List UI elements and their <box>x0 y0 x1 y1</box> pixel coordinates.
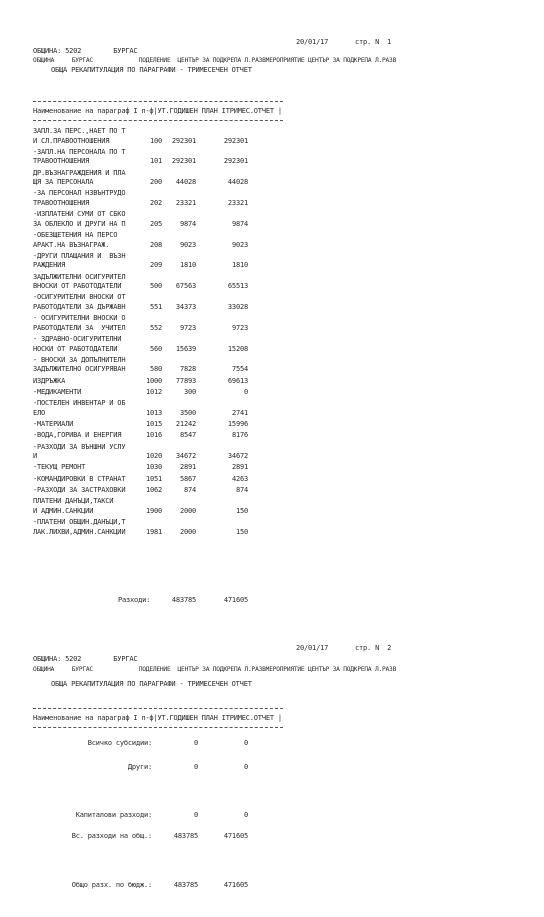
paragraph-report: 8176 <box>231 431 248 440</box>
paragraph-plan: 15639 <box>175 344 196 353</box>
paragraph-report: 15208 <box>227 344 248 353</box>
paragraph-name: ЗАПЛ.ЗА ПЕРС.,НАЕТ ПО Т <box>33 127 126 135</box>
paragraph-name: -ВОДА,ГОРИВА И ЕНЕРГИЯ <box>33 431 122 440</box>
paragraph-code: 1900 <box>145 506 162 515</box>
paragraph-report: 1810 <box>231 261 248 270</box>
paragraph-code: 205 <box>149 219 162 228</box>
paragraph-name: -МЕДИКАМЕНТИ <box>33 387 82 396</box>
paragraph-name: -ОСИГУРИТЕЛНИ ВНОСКИ ОТ <box>33 293 126 302</box>
paragraph-name: -ЗАПЛ.НА ПЕРСОНАЛА ПО Т <box>33 147 126 156</box>
paragraph-name: -ПЛАТЕНИ ОБЩИН.ДАНЪЦИ,Т <box>33 518 126 527</box>
paragraph-name: -КОМАНДИРОВКИ В СТРАНАТ <box>33 474 126 483</box>
paragraph-plan: 2000 <box>179 527 196 536</box>
paragraph-plan: 23321 <box>175 198 196 207</box>
paragraph-plan: 9874 <box>179 219 196 228</box>
paragraph-report: 150 <box>235 527 248 536</box>
paragraph-name: ЕЛО <box>33 408 46 417</box>
paragraph-code: 209 <box>149 261 162 270</box>
summary-report: 471605 <box>223 832 248 840</box>
paragraph-plan: 5867 <box>179 474 196 483</box>
paragraph-code: 560 <box>149 344 162 353</box>
total-label: Разходи: <box>118 596 151 604</box>
paragraph-name: -ДРУГИ ПЛАЩАНИЯ И ВЪЗН <box>33 251 126 260</box>
paragraph-plan: 34672 <box>175 452 196 461</box>
paragraph-report: 7554 <box>231 365 248 374</box>
separator <box>33 101 283 102</box>
paragraph-name: РАБОТОДАТЕЛИ ЗА ДЪРЖАВН <box>33 302 126 311</box>
paragraph-code: 101 <box>149 157 162 166</box>
paragraph-name: ТРАВООТНОШЕНИЯ <box>33 157 90 166</box>
paragraph-name: ЩЯ ЗА ПЕРСОНАЛА <box>33 178 94 187</box>
page-number: стр. N 1 <box>355 38 392 46</box>
summary-label: Вс. разходи на общ.: <box>71 832 152 840</box>
paragraph-code: 1013 <box>145 408 162 417</box>
paragraph-plan: 7828 <box>179 365 196 374</box>
paragraph-name: -ПОСТЕЛЕН ИНВЕНТАР И ОБ <box>33 399 126 408</box>
paragraph-name: АРАКТ.НА ВЪЗНАГРАЖ. <box>33 240 110 249</box>
paragraph-name: ЗА ОБЛЕКЛО И ДРУГИ НА П <box>33 219 126 228</box>
summary-plan: 483785 <box>173 881 198 889</box>
paragraph-name: -ЗА ПЕРСОНАЛ НЗВЪНТРУДО <box>33 189 126 198</box>
paragraph-name: РАБОТОДАТЕЛИ ЗА УЧИТЕЛ <box>33 323 126 332</box>
paragraph-name: -МАТЕРИАЛИ <box>33 420 74 428</box>
paragraph-code: 1015 <box>145 420 162 428</box>
header-municipality-line: ОБЩИНА: 5202 БУРГАС <box>33 47 138 55</box>
header-division-line: ОБЩИНА БУРГАС ПОДЕЛЕНИЕ ЦЕНТЪР ЗА ПОДКРЕПА Л.РАЗВМЕРОПРИЯТИЕ ЦЕНТЪР ЗА ПОДКРЕПА Л.РАЗВ <box>33 666 397 673</box>
paragraph-plan: 292301 <box>171 136 196 145</box>
paragraph-name: РАЖДЕНИЯ <box>33 261 66 270</box>
paragraph-plan: 9023 <box>179 240 196 249</box>
paragraph-report: 9723 <box>231 323 248 332</box>
report-title: ОБЩА РЕКАПИТУЛАЦИЯ ПО ПАРАГРАФИ - ТРИМЕСЕЧЕН ОТЧЕТ <box>51 66 252 74</box>
paragraph-report: 292301 <box>223 136 248 145</box>
paragraph-name: ПЛАТЕНИ ДАНЪЦИ,ТАКСИ <box>33 497 114 506</box>
paragraph-code: 1016 <box>145 431 162 440</box>
column-header: Наименование на параграф I п-ф|УТ.ГОДИШЕН ПЛАН IТРИМЕС.ОТЧЕТ | <box>33 714 282 722</box>
paragraph-report: 874 <box>235 486 248 494</box>
paragraph-report: 9874 <box>231 219 248 228</box>
paragraph-report: 292301 <box>223 157 248 166</box>
paragraph-name: -ТЕКУЩ РЕМОНТ <box>33 463 86 472</box>
report-date: 20/01/17 <box>296 644 329 652</box>
paragraph-name: НОСКИ ОТ РАБОТОДАТЕЛИ <box>33 344 118 353</box>
paragraph-code: 208 <box>149 240 162 249</box>
paragraph-report: 65513 <box>227 282 248 291</box>
summary-report: 471605 <box>223 881 248 889</box>
paragraph-report: 0 <box>243 387 248 396</box>
paragraph-name: ТРАВООТНОШЕНИЯ <box>33 198 90 207</box>
paragraph-name: -РАЗХОДИ ЗА ВЪНШНИ УСЛУ <box>33 442 126 451</box>
paragraph-name: ЗАДЪЛЖИТЕЛНО ОСИГУРЯВАН <box>33 365 126 374</box>
paragraph-report: 69613 <box>227 376 248 385</box>
paragraph-name: ЗАДЪЛЖИТЕЛНИ ОСИГУРИТЕЛ <box>33 272 126 281</box>
page-number: стр. N 2 <box>355 644 392 652</box>
paragraph-plan: 44028 <box>175 178 196 187</box>
paragraph-report: 4263 <box>231 474 248 483</box>
paragraph-plan: 292301 <box>171 157 196 166</box>
paragraph-plan: 34373 <box>175 302 196 311</box>
paragraph-name: ЛАК.ЛИХВИ,АДМИН.САНКЦИИ <box>33 527 126 536</box>
paragraph-name: ДР.ВЪЗНАГРАЖДЕНИЯ И ПЛА <box>33 168 126 177</box>
paragraph-plan: 21242 <box>175 420 196 428</box>
paragraph-plan: 8547 <box>179 431 196 440</box>
paragraph-name: ВНОСКИ ОТ РАБОТОДАТЕЛИ <box>33 282 122 291</box>
separator <box>33 708 283 709</box>
paragraph-code: 1051 <box>145 474 162 483</box>
paragraph-name: ИЗДРЪЖКА <box>33 376 66 385</box>
paragraph-plan: 2891 <box>179 463 196 472</box>
paragraph-report: 2741 <box>231 408 248 417</box>
paragraph-code: 552 <box>149 323 162 332</box>
paragraph-plan: 77893 <box>175 376 196 385</box>
summary-label: Общо разх. по бюдж.: <box>71 881 152 889</box>
paragraph-code: 551 <box>149 302 162 311</box>
paragraph-name: И <box>33 452 38 461</box>
report-date: 20/01/17 <box>296 38 329 46</box>
summary-label: Всичко субсидии: <box>87 739 152 747</box>
total-report: 471605 <box>223 596 248 604</box>
summary-report: 0 <box>243 763 248 771</box>
paragraph-plan: 300 <box>183 387 196 396</box>
column-header: Наименование на параграф I п-ф|УТ.ГОДИШЕН ПЛАН IТРИМЕС.ОТЧЕТ | <box>33 107 282 115</box>
separator <box>33 120 283 121</box>
summary-report: 0 <box>243 739 248 747</box>
separator <box>33 727 283 728</box>
summary-plan: 0 <box>193 763 198 771</box>
summary-report: 0 <box>243 811 248 819</box>
paragraph-plan: 2000 <box>179 506 196 515</box>
paragraph-report: 15996 <box>227 420 248 428</box>
paragraph-report: 34672 <box>227 452 248 461</box>
paragraph-plan: 1810 <box>179 261 196 270</box>
paragraph-name: И СЛ.ПРАВООТНОШЕНИЯ <box>33 136 110 145</box>
paragraph-code: 500 <box>149 282 162 291</box>
paragraph-name: И АДМИН.САНКЦИИ <box>33 506 94 515</box>
summary-plan: 483785 <box>173 832 198 840</box>
paragraph-name: - ВНОСКИ ЗА ДОПЪЛНИТЕЛН <box>33 355 126 364</box>
summary-label: Други: <box>127 763 152 771</box>
total-plan: 483785 <box>171 596 196 604</box>
report-title: ОБЩА РЕКАПИТУЛАЦИЯ ПО ПАРАГРАФИ - ТРИМЕСЕЧЕН ОТЧЕТ <box>51 680 252 688</box>
paragraph-name: -РАЗХОДИ ЗА ЗАСТРАХОВКИ <box>33 486 126 494</box>
paragraph-report: 44028 <box>227 178 248 187</box>
paragraph-code: 100 <box>149 136 162 145</box>
paragraph-code: 202 <box>149 198 162 207</box>
paragraph-code: 1020 <box>145 452 162 461</box>
paragraph-report: 33028 <box>227 302 248 311</box>
paragraph-code: 1981 <box>145 527 162 536</box>
paragraph-code: 200 <box>149 178 162 187</box>
paragraph-report: 9023 <box>231 240 248 249</box>
paragraph-name: - ЗДРАВНО-ОСИГУРИТЕЛНИ <box>33 335 122 343</box>
paragraph-name: -ИЗПЛАТЕНИ СУМИ ОТ СБКО <box>33 210 126 219</box>
header-municipality-line: ОБЩИНА: 5202 БУРГАС <box>33 655 138 663</box>
paragraph-code: 580 <box>149 365 162 374</box>
paragraph-plan: 9723 <box>179 323 196 332</box>
paragraph-plan: 3500 <box>179 408 196 417</box>
summary-plan: 0 <box>193 739 198 747</box>
paragraph-name: - ОСИГУРИТЕЛНИ ВНОСКИ О <box>33 314 126 323</box>
paragraph-plan: 874 <box>183 486 196 494</box>
paragraph-code: 1000 <box>145 376 162 385</box>
paragraph-report: 23321 <box>227 198 248 207</box>
paragraph-report: 2891 <box>231 463 248 472</box>
paragraph-code: 1012 <box>145 387 162 396</box>
summary-label: Капиталови разходи: <box>75 811 152 819</box>
paragraph-code: 1030 <box>145 463 162 472</box>
paragraph-name: -ОБЕЗЩЕТЕНИЯ НА ПЕРСО <box>33 231 118 239</box>
paragraph-code: 1062 <box>145 486 162 494</box>
header-division-line: ОБЩИНА БУРГАС ПОДЕЛЕНИЕ ЦЕНТЪР ЗА ПОДКРЕПА Л.РАЗВМЕРОПРИЯТИЕ ЦЕНТЪР ЗА ПОДКРЕПА Л.РАЗВ <box>33 57 397 64</box>
summary-plan: 0 <box>193 811 198 819</box>
paragraph-plan: 67563 <box>175 282 196 291</box>
paragraph-report: 150 <box>235 506 248 515</box>
